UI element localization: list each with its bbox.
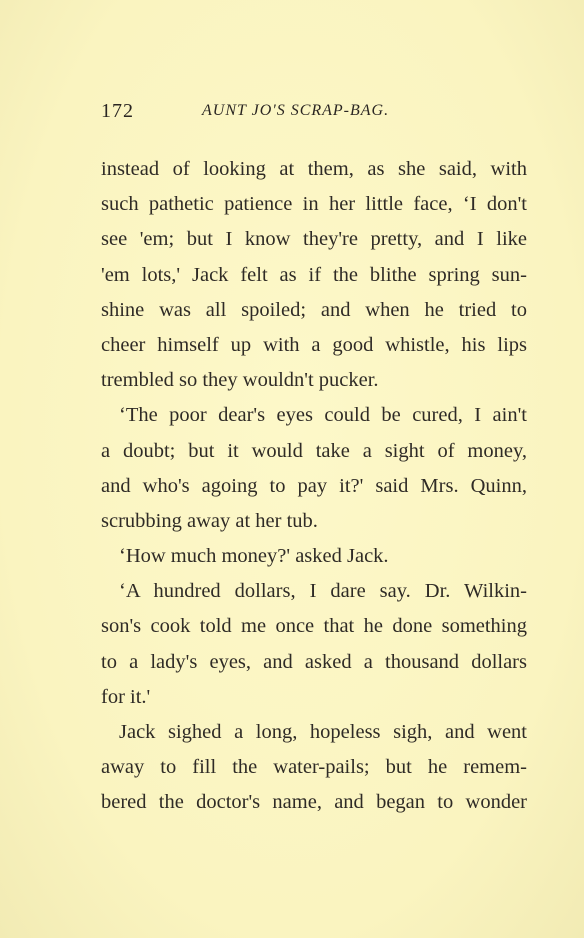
text-line: 'em lots,' Jack felt as if the blithe spring sun-	[101, 263, 527, 286]
text-line: and who's agoing to pay it?' said Mrs. Quinn,	[101, 474, 527, 497]
text-line: a doubt; but it would take a sight of money,	[101, 439, 527, 462]
text-line: son's cook told me once that he done something	[101, 615, 527, 638]
text-line: ‘How much money?' asked Jack.	[119, 545, 389, 568]
page-header	[101, 100, 521, 130]
text-line: scrubbing away at her tub.	[101, 509, 318, 532]
text-line: instead of looking at them, as she said, with	[101, 158, 527, 180]
text-line: to a lady's eyes, and asked a thousand dollars	[101, 650, 527, 673]
text-line: ‘A hundred dollars, I dare say. Dr. Wilkin-	[119, 580, 527, 603]
running-head: AUNT JO'S SCRAP-BAG.	[202, 102, 390, 119]
text-line: such pathetic patience in her little face, ‘I don't	[101, 193, 527, 216]
text-line: cheer himself up with a good whistle, his lips	[101, 333, 527, 356]
body-text	[101, 152, 527, 821]
page-number: 172	[101, 100, 134, 122]
text-line: Jack sighed a long, hopeless sigh, and went	[119, 721, 527, 743]
text-line: see 'em; but I know they're pretty, and I like	[101, 228, 527, 251]
text-line: for it.'	[101, 685, 151, 708]
text-line: trembled so they wouldn't pucker.	[101, 369, 379, 392]
text-line: ‘The poor dear's eyes could be cured, I ain't	[119, 404, 527, 427]
text-line: away to fill the water-pails; but he remem-	[101, 756, 527, 779]
text-line: shine was all spoiled; and when he tried to	[101, 298, 527, 321]
text-line: bered the doctor's name, and began to wonder	[101, 791, 527, 814]
